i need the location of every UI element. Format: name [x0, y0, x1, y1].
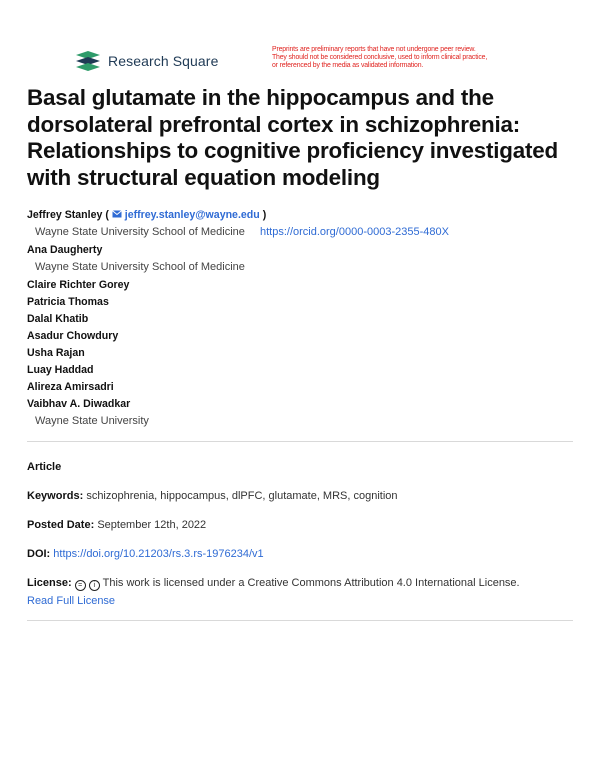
article-type-label: Article — [27, 461, 62, 473]
read-license — [27, 595, 587, 607]
preprint-notice — [272, 46, 547, 70]
cc-nd-icon: = — [75, 580, 86, 591]
doi-link[interactable]: https://doi.org/10.21203/rs.3.rs-1976234/v1 — [53, 548, 264, 560]
logo-text: Research Square — [108, 53, 219, 69]
affiliation: Wayne State University School of Medicine — [35, 261, 245, 273]
envelope-icon — [112, 210, 122, 218]
cc-by-icon: i — [89, 580, 100, 591]
notice-line: They should not be considered conclusive, used to inform clinical practice, — [272, 54, 488, 61]
email-text: jeffrey.stanley@wayne.edu — [124, 209, 260, 221]
notice-line: Preprints are preliminary reports that have not undergone peer review. — [272, 46, 476, 53]
author-jeffrey-stanley — [27, 207, 587, 224]
research-square-logo-icon — [74, 49, 102, 73]
read-full-license-link[interactable]: Read Full License — [27, 595, 116, 607]
keywords — [27, 490, 587, 502]
doi — [27, 548, 587, 560]
research-square-logo[interactable] — [74, 48, 218, 74]
notice-line: or referenced by the media as validated information. — [272, 62, 424, 69]
divider — [27, 620, 573, 621]
author-name: Dalal Khatib — [27, 313, 89, 325]
author-name: Usha Rajan — [27, 347, 85, 359]
author-name: Vaibhav A. Diwadkar — [27, 398, 131, 410]
posted-date — [27, 519, 587, 531]
author-name: Alireza Amirsadri — [27, 381, 114, 393]
author-name: Jeffrey Stanley — [27, 209, 103, 221]
author-name: Asadur Chowdury — [27, 330, 119, 342]
email-close-paren: ) — [262, 209, 267, 221]
author-name: Patricia Thomas — [27, 296, 109, 308]
affiliation — [27, 224, 587, 242]
posted-date-label: Posted Date: — [27, 519, 95, 531]
keywords-label: Keywords: — [27, 490, 84, 502]
license — [27, 577, 587, 591]
email-link[interactable] — [112, 209, 263, 221]
header — [74, 46, 544, 82]
affiliation: Wayne State University — [35, 415, 149, 427]
divider — [27, 441, 573, 442]
paper-title: Basal glutamate in the hippocampus and the dorsolateral prefrontal cortex in schizophrenia: Relationships to cognitive proficiency investigated with structural equation modeling — [27, 85, 559, 190]
article-type — [27, 461, 587, 473]
author-name: Claire Richter Gorey — [27, 279, 130, 291]
orcid-link[interactable]: https://orcid.org/0000-0003-2355-480X — [259, 226, 449, 238]
posted-date-value: September 12th, 2022 — [97, 519, 207, 531]
license-label: License: — [27, 577, 72, 589]
doi-label: DOI: — [27, 548, 51, 560]
license-text: This work is licensed under a Creative Commons Attribution 4.0 International License. — [102, 577, 520, 589]
affiliation-text: Wayne State University School of Medicine — [35, 226, 245, 238]
author-ana-daugherty: Ana Daugherty — [27, 244, 103, 256]
keywords-value: schizophrenia, hippocampus, dlPFC, glutamate, MRS, cognition — [86, 490, 398, 502]
email-open-paren: ( — [105, 209, 109, 221]
author-list — [27, 207, 587, 431]
author-name: Luay Haddad — [27, 364, 94, 376]
